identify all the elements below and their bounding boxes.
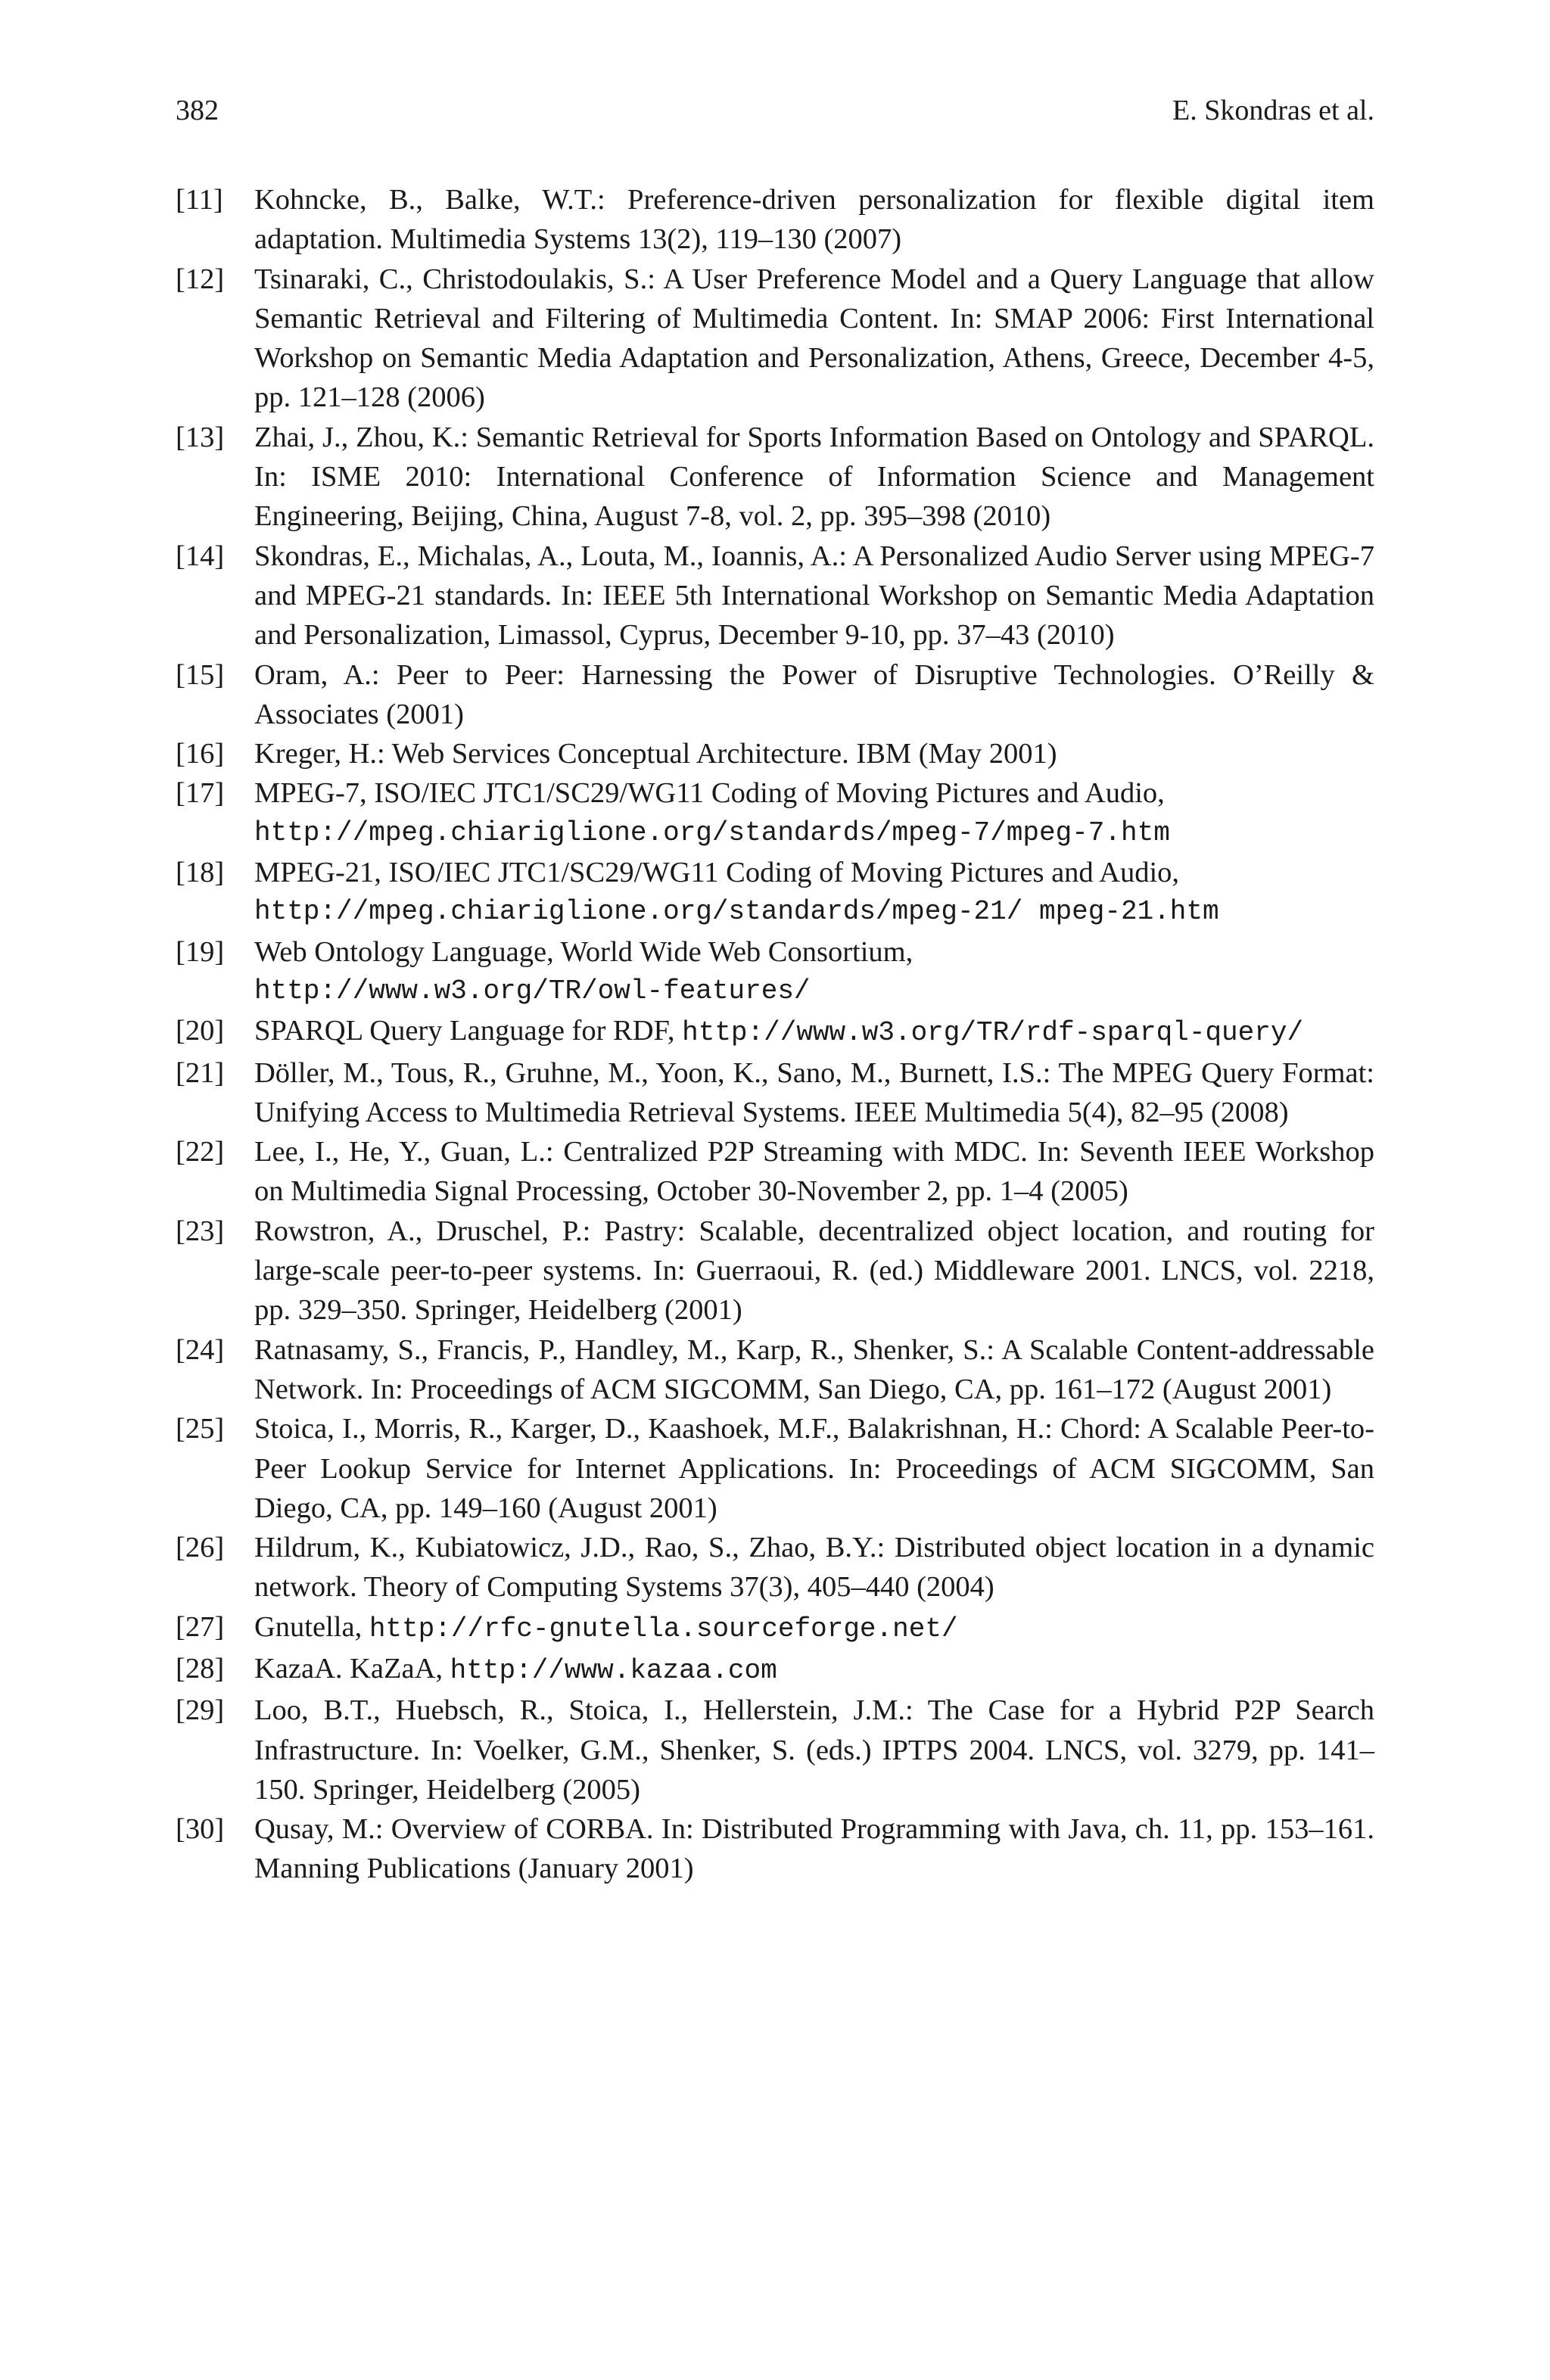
reference-label: [21] — [176, 1056, 225, 1089]
reference-text: Oram, A.: Peer to Peer: Harnessing the Power of Disruptive Technologies. O’Reilly & Associates (2001) — [254, 658, 1374, 730]
reference-item — [176, 1691, 1374, 1809]
reference-url-link[interactable]: http://mpeg.chiariglione.org/standards/mpeg-7/mpeg-7.htm — [254, 817, 1170, 848]
reference-text: MPEG-7, ISO/IEC JTC1/SC29/WG11 Coding of Moving Pictures and Audio, — [254, 777, 1165, 810]
reference-label: [16] — [176, 738, 225, 770]
reference-item — [176, 1409, 1374, 1528]
reference-text: Lee, I., He, Y., Guan, L.: Centralized P2P Streaming with MDC. In: Seventh IEEE Workshop on Multimedia Signal Processing, October 30-November 2, pp. 1–4 (2005) — [254, 1136, 1374, 1208]
reference-text: Tsinaraki, C., Christodoulakis, S.: A User Preference Model and a Query Language that allow Semantic Retrieval and Filtering of Multimedia Content. In: SMAP 2006: First International Workshop on Semantic Media Adaptation and Personalization, Athens, Greece, December 4-5, pp. 121–128 (2006) — [254, 263, 1374, 414]
reference-item — [176, 1528, 1374, 1607]
reference-url-link[interactable]: http://www.w3.org/TR/owl-features/ — [254, 975, 811, 1006]
reference-item — [176, 260, 1374, 418]
reference-label: [20] — [176, 1015, 225, 1047]
reference-label: [15] — [176, 658, 225, 691]
reference-item — [176, 932, 1374, 1012]
reference-label: [30] — [176, 1813, 225, 1846]
reference-item — [176, 1053, 1374, 1133]
reference-text: Zhai, J., Zhou, K.: Semantic Retrieval for Sports Information Based on Ontology and SPARQL. In: ISME 2010: International Conference of Information Science and Management Engineering, Beijing, China, August 7-8, vol. 2, pp. 395–398 (2010) — [254, 421, 1374, 533]
reference-item — [176, 418, 1374, 537]
reference-label: [12] — [176, 263, 225, 295]
reference-label: [23] — [176, 1215, 225, 1247]
reference-text: Döller, M., Tous, R., Gruhne, M., Yoon, K., Sano, M., Burnett, I.S.: The MPEG Query Format: Unifying Access to Multimedia Retrieval Systems. IEEE Multimedia 5(4), 82–95 (2008) — [254, 1056, 1374, 1128]
reference-item — [176, 537, 1374, 655]
reference-label: [26] — [176, 1532, 225, 1564]
reference-text: KazaA. KaZaA, — [254, 1652, 444, 1685]
reference-label: [14] — [176, 540, 225, 572]
reference-item — [176, 1011, 1374, 1053]
running-head: E. Skondras et al. — [1172, 95, 1374, 126]
reference-item — [176, 1649, 1374, 1691]
reference-text-wrap — [254, 1607, 1374, 1649]
reference-url-link[interactable]: http://www.w3.org/TR/rdf-sparql-query/ — [682, 1017, 1304, 1049]
reference-label: [27] — [176, 1610, 225, 1643]
reference-label: [17] — [176, 777, 225, 810]
reference-item — [176, 773, 1374, 853]
reference-url-link[interactable]: http://www.kazaa.com — [450, 1654, 777, 1686]
reference-text: Skondras, E., Michalas, A., Louta, M., Ioannis, A.: A Personalized Audio Server using MPEG-7 and MPEG-21 standards. In: IEEE 5th International Workshop on Semantic Media Adaptation and Personalization, Limassol, Cyprus, December 9-10, pp. 37–43 (2010) — [254, 540, 1374, 652]
reference-text-wrap — [254, 1649, 1374, 1691]
reference-label: [13] — [176, 421, 225, 453]
page-header — [176, 89, 1374, 132]
reference-label: [19] — [176, 935, 225, 968]
reference-item — [176, 1132, 1374, 1212]
reference-url-link[interactable]: http://mpeg.chiariglione.org/standards/mpeg-21/ mpeg-21.htm — [254, 896, 1219, 928]
reference-text: SPARQL Query Language for RDF, — [254, 1015, 675, 1047]
reference-label: [25] — [176, 1413, 225, 1445]
reference-text: Gnutella, — [254, 1610, 363, 1643]
reference-list — [176, 180, 1374, 1889]
reference-text: Hildrum, K., Kubiatowicz, J.D., Rao, S., Zhao, B.Y.: Distributed object location in a dynamic network. Theory of Computing Systems 37(3), 405–440 (2004) — [254, 1532, 1374, 1604]
reference-text: Stoica, I., Morris, R., Karger, D., Kaashoek, M.F., Balakrishnan, H.: Chord: A Scalable Peer-to-Peer Lookup Service for Internet Applications. In: Proceedings of ACM SIGCOMM, San Diego, CA, pp. 149–160 (August 2001) — [254, 1413, 1374, 1524]
reference-item — [176, 1212, 1374, 1330]
reference-item — [176, 1809, 1374, 1889]
reference-text: Qusay, M.: Overview of CORBA. In: Distributed Programming with Java, ch. 11, pp. 153–161. Manning Publications (January 2001) — [254, 1813, 1374, 1885]
reference-text: Web Ontology Language, World Wide Web Consortium, — [254, 935, 914, 968]
reference-text: MPEG-21, ISO/IEC JTC1/SC29/WG11 Coding of Moving Pictures and Audio, — [254, 857, 1180, 889]
reference-label: [29] — [176, 1694, 225, 1727]
reference-label: [22] — [176, 1136, 225, 1168]
reference-label: [11] — [176, 184, 223, 216]
reference-text-wrap — [254, 1011, 1374, 1053]
page-number: 382 — [176, 95, 219, 126]
reference-label: [24] — [176, 1333, 225, 1366]
reference-text: Rowstron, A., Druschel, P.: Pastry: Scalable, decentralized object location, and routing for large-scale peer-to-peer systems. In: Guerraoui, R. (ed.) Middleware 2001. LNCS, vol. 2218, pp. 329–350. Springer, Heidelberg (2001) — [254, 1215, 1374, 1327]
reference-item — [176, 734, 1374, 773]
reference-text: Kreger, H.: Web Services Conceptual Architecture. IBM (May 2001) — [254, 738, 1057, 770]
reference-item — [176, 1330, 1374, 1410]
reference-item — [176, 180, 1374, 260]
reference-text: Kohncke, B., Balke, W.T.: Preference-driven personalization for flexible digital item adaptation. Multimedia Systems 13(2), 119–130 (2007) — [254, 184, 1374, 256]
reference-label: [18] — [176, 857, 225, 889]
reference-label: [28] — [176, 1652, 225, 1685]
reference-text: Ratnasamy, S., Francis, P., Handley, M., Karp, R., Shenker, S.: A Scalable Content-addressable Network. In: Proceedings of ACM SIGCOMM, San Diego, CA, pp. 161–172 (August 2001) — [254, 1333, 1374, 1405]
reference-text: Loo, B.T., Huebsch, R., Stoica, I., Hellerstein, J.M.: The Case for a Hybrid P2P Search Infrastructure. In: Voelker, G.M., Shenker, S. (eds.) IPTPS 2004. LNCS, vol. 3279, pp. 141–150. Springer, Heidelberg (2005) — [254, 1694, 1374, 1806]
reference-url-link[interactable]: http://rfc-gnutella.sourceforge.net/ — [369, 1613, 958, 1644]
reference-item — [176, 655, 1374, 735]
reference-item — [176, 1607, 1374, 1649]
reference-item — [176, 853, 1374, 932]
